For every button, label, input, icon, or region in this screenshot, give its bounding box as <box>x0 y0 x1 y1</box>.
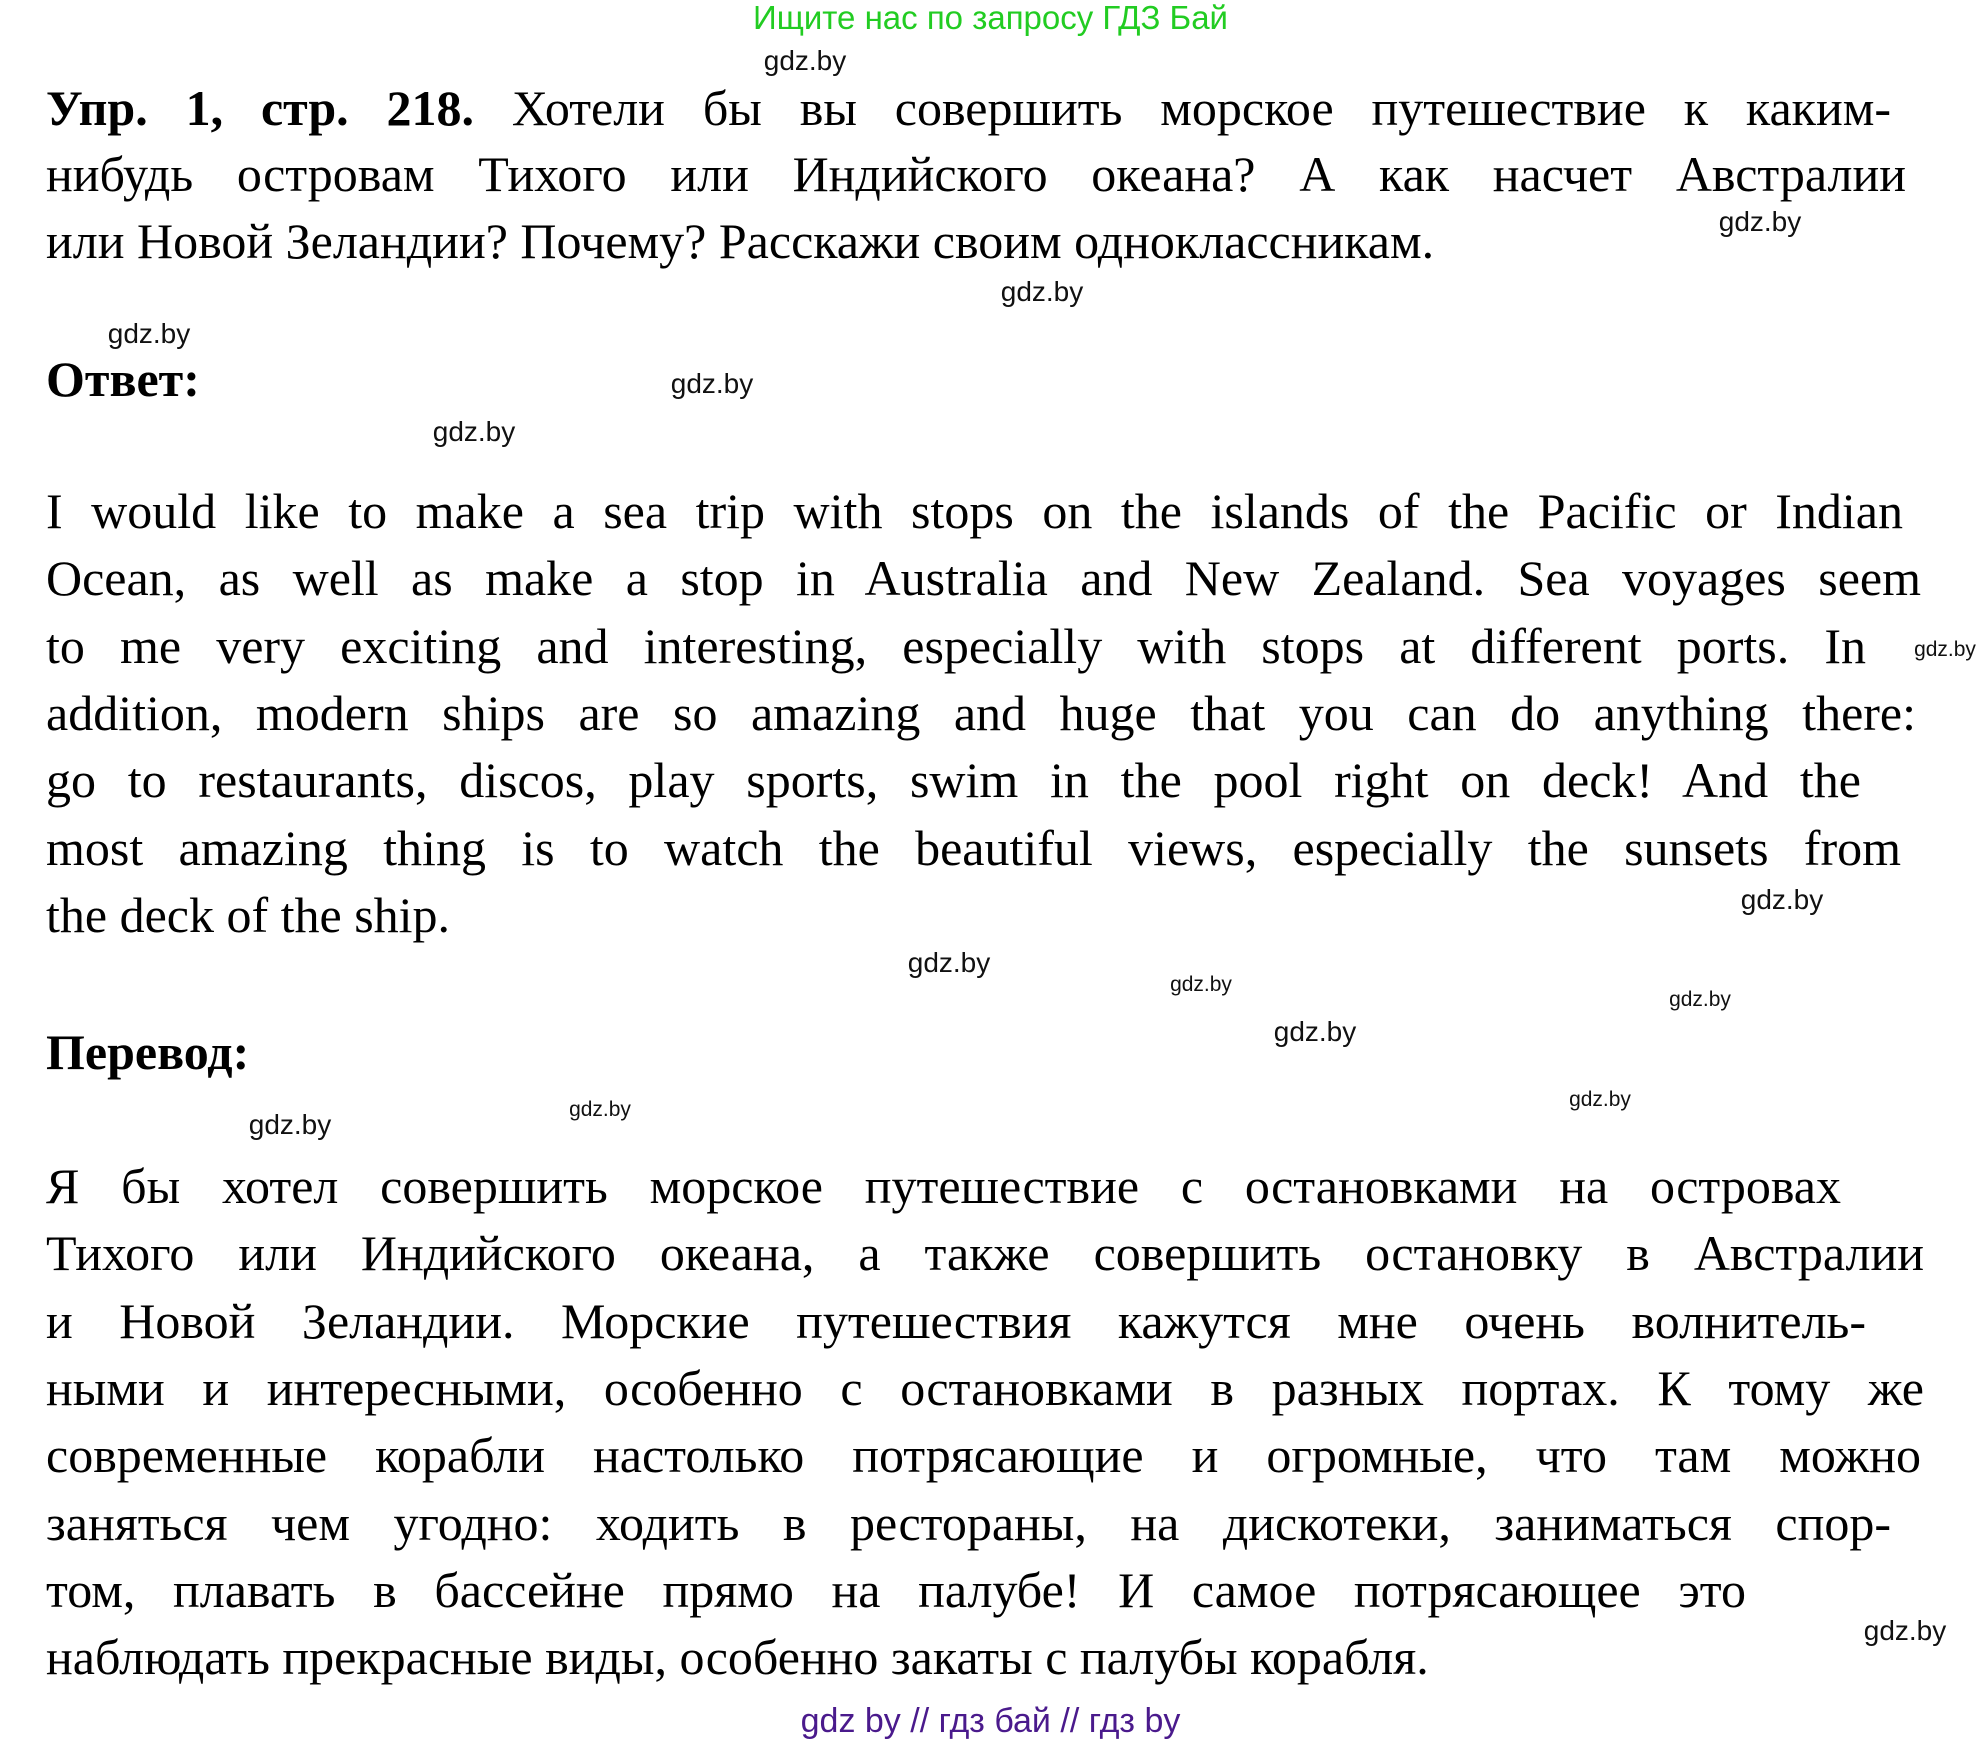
answer-line: the deck of the ship. <box>46 887 451 943</box>
search-hint-banner: Ищите нас по запросу ГДЗ Бай <box>753 0 1228 36</box>
watermark: gdz.by <box>907 947 991 978</box>
watermark: gdz.by <box>1170 973 1232 996</box>
answer-line: I would like to make a sea trip with stops on the islands of the Pacific or Indian <box>46 483 1903 539</box>
translation-line: Тихого или Индийского океана, а также совершить остановку в Австралии <box>46 1225 1924 1281</box>
watermark: gdz.by <box>1669 988 1731 1011</box>
translation-line: современные корабли настолько потрясающие и огромные, что там можно <box>46 1427 1921 1483</box>
watermark: gdz.by <box>248 1109 332 1140</box>
translation-line: ными и интересными, особенно с остановками в разных портах. К тому же <box>46 1360 1924 1416</box>
watermark: gdz.by <box>1863 1615 1947 1646</box>
watermark: gdz.by <box>1000 276 1084 307</box>
watermark: gdz.by <box>763 45 847 76</box>
task-line: или Новой Зеландии? Почему? Расскажи своим одноклассникам. <box>46 213 1435 269</box>
translation-line: заняться чем угодно: ходить в рестораны, на дискотеки, заниматься спор- <box>46 1495 1891 1551</box>
translation-heading: Перевод: <box>46 1024 250 1080</box>
watermark: gdz.by <box>107 318 191 349</box>
answer-line: go to restaurants, discos, play sports, swim in the pool right on deck! And the <box>46 752 1861 808</box>
answer-line: to me very exciting and interesting, especially with stops at different ports. In <box>46 618 1866 674</box>
watermark: gdz.by <box>1718 206 1802 237</box>
watermark: gdz.by <box>670 368 754 399</box>
answer-line: most amazing thing is to watch the beautiful views, especially the sunsets from <box>46 820 1901 876</box>
watermark: gdz.by <box>1569 1088 1631 1111</box>
task-label: Упр. 1, стр. 218. <box>46 80 475 136</box>
watermark: gdz.by <box>1914 638 1976 661</box>
answer-heading: Ответ: <box>46 351 200 407</box>
translation-line: и Новой Зеландии. Морские путешествия кажутся мне очень волнитель- <box>46 1293 1866 1349</box>
answer-line: addition, modern ships are so amazing and huge that you can do anything there: <box>46 685 1916 741</box>
answer-line: Ocean, as well as make a stop in Australia and New Zealand. Sea voyages seem <box>46 550 1921 606</box>
translation-line: том, плавать в бассейне прямо на палубе! И самое потрясающее это <box>46 1562 1746 1618</box>
watermark: gdz.by <box>1740 884 1824 915</box>
watermark: gdz.by <box>432 416 516 447</box>
translation-line: Я бы хотел совершить морское путешествие с остановками на островах <box>46 1158 1841 1214</box>
task-line: нибудь островам Тихого или Индийского океана? А как насчет Австралии <box>46 146 1906 202</box>
task-line: Упр. 1, стр. 218. Хотели бы вы совершить морское путешествие к каким- <box>46 80 1891 136</box>
watermark: gdz.by <box>569 1098 631 1121</box>
translation-line: наблюдать прекрасные виды, особенно закаты с палубы корабля. <box>46 1629 1429 1685</box>
footer-watermark: gdz by // гдз бай // гдз by <box>800 1702 1181 1740</box>
watermark: gdz.by <box>1273 1016 1357 1047</box>
